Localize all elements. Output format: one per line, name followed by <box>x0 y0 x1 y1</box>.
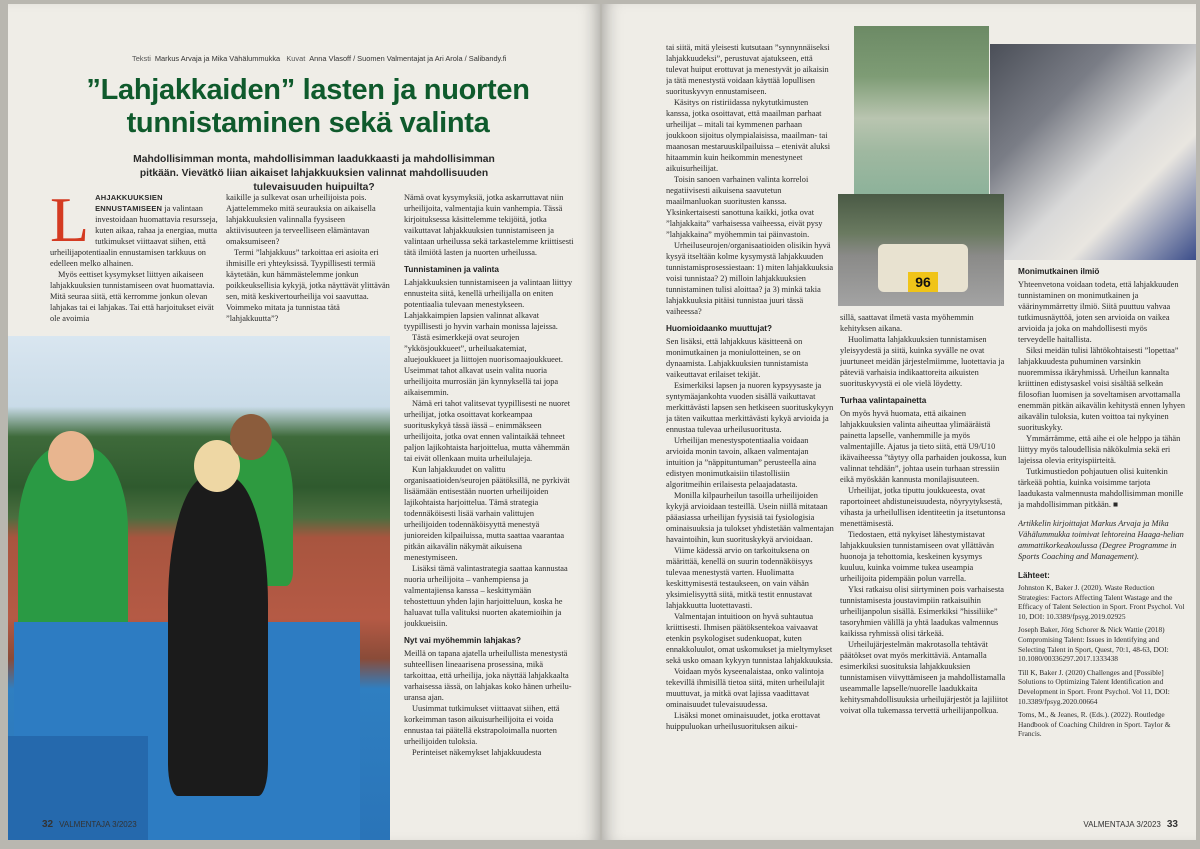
credits-text-authors: Markus Arvaja ja Mika Vähälummukka <box>154 54 281 63</box>
paragraph: Nämä ovat kysymyksiä, jotka askarruttavat niin urheilijoita, valmentajia kuin vanhempia. Tässä kirjoituksessa käsittelemme tekijöitä, jotka vaikuttavat lahjakkuuksien tunnistamiseen ja valintaan urheilussa sekä tarkastelemme kriittisesti tätä ilmiötä lasten ja nuorten urheilussa. <box>404 193 574 257</box>
paragraph: Sen lisäksi, että lahjakkuus käsitteenä on monimutkainen ja moniulotteinen, se on dynaamista. Lahjakkuuksien tunnistamista vaikeuttavat erilaiset tekijät. <box>666 337 809 379</box>
column-4 <box>666 42 834 818</box>
paragraph: Esimerkiksi lapsen ja nuoren kypsyysaste ja syntymäajankohta vuoden sisällä vaikuttavat merkittävästi lapsen sen hetkiseen suorituskykyyn ja täten vaikuttaa merkittävästi kykyä arvioida ja ennustaa tulevaa urheilusuoritusta. <box>666 381 834 434</box>
paragraph: Viime kädessä arvio on tarkoituksena on määrittää, kenellä on suurin todennäköisyys tulevaa menestystä varten. Huolimatta keskittymisestä testaukseen, on vain vähän yksimielisyyttä siitä, mitkä testit ennustavat lahjakkuutta luotettavasti. <box>666 546 813 610</box>
paragraph: Ymmärrämme, että aihe ei ole helppo ja tähän liittyy myös taloudellisia näkökulmia sekä eri lajeissa olevia erityispiirteitä. <box>1018 434 1181 465</box>
paragraph: Tiedostaen, että nykyiset lähestymistavat lahjakkuuksien tunnistamiseen ovat yllättävän huonoja ja tehottomia, keskeinen kysymys kuuluu, kuinka voimme tukea useampia urheilijoita pidempään polun varrella. <box>840 530 995 583</box>
paragraph: Monilla kilpaurheilun tasoilla urheilijoiden kykyjä arvioidaan testeillä. Usein niillä mitataan pääasiassa urheilijan fyysisiä tai fysiologisia ominaisuuksia ja tulokset yhdistetään valmentajan havaintoihin, kun suorituskykyä arvioidaan. <box>666 491 834 544</box>
kart-number: 96 <box>908 272 938 292</box>
credits <box>132 54 592 63</box>
paragraph: Myös eettiset kysymykset liittyen aikaiseen lahjakkuuksien tunnistamiseen ovat huomattavia. Mitä seuraa siitä, että kerromme jonkun olevan lahjakas tai ei lahjakas. Tai että harjoitukset eivät ole avoimia <box>50 270 215 323</box>
magazine-issue: VALMENTAJA 3/2023 <box>1083 820 1161 829</box>
paragraph: Meillä on tapana ajatella urheilullista menestystä suhteellisen lineaarisena prosessina, mikä tarkoittaa, että urheilija, joka näyttää lahjakkaalta varhaisessa iässä, on lahjakas koko hänen urheilu-uransa ajan. <box>404 649 572 702</box>
paragraph: kaikille ja sulkevat osan urheilijoista pois. Ajattelemmeko mitä seurauksia on aikaisella lahjakkuuksien valinnalla fyysiseen aktiivisuuteen ja terveelliseen elämäntavan omaksumiseen? <box>226 193 376 246</box>
end-mark: ■ <box>1113 500 1119 509</box>
photo-karting <box>838 194 1004 306</box>
subheading: Nyt vai myöhemmin lahjakas? <box>404 636 521 645</box>
subheading: Huomioidaanko muuttujat? <box>666 324 772 333</box>
reference-item: Toms, M., & Jeanes, R. (Eds.). (2022). Routledge Handbook of Coaching Children in Sport. Taylor & Francis. <box>1018 710 1171 739</box>
left-page <box>8 4 600 840</box>
photo-floorball-kids <box>854 26 989 194</box>
magazine-issue: VALMENTAJA 3/2023 <box>59 820 137 829</box>
paragraph: Tästä esimerkkejä ovat seurojen ”ykkösjoukkueet”, urheiluakatemiat, aluejoukkueet ja liittojen nuorisomaajoukkueet. Useimmat tahot alkavat usein valita nuoria urheilijoita murrosiän jän kynnyksellä tai jopa aikaisemmin. <box>404 333 563 397</box>
subheading: Turhaa valintapainetta <box>840 396 927 405</box>
subheading: Tunnistaminen ja valinta <box>404 265 499 274</box>
column-3 <box>404 192 574 818</box>
paragraph: Siksi meidän tulisi lähtökohtaisesti ”lopettaa” lahjakkuudesta puhuminen varsinkin nuoremmissa ikäryhmissä. Urheilun kannalta kriittinen edistysaskel voisi sisältää selkeän filosofian luomisen ja soveltamisen arvottamalla enemmän pitkän aikavälin kehitystä ennen lyhyen aikavälin tuloksia, kuten voittoa tai nykyinen suorituskyky. <box>1018 346 1186 432</box>
page-number: 33 <box>1166 819 1178 830</box>
right-page <box>602 4 1196 840</box>
opening-caps: AHJAKKUUKSIEN ENNUSTAMISEEN <box>95 193 163 213</box>
paragraph: Urheilujärjestelmän makrotasolla tehtävät päätökset ovat myös merkittäviä. Antamalla esimerkiksi suosituksia lahjakkuuksien tunnistamisen viivyttämiseen ja mahdollistamalla useammalle lapselle/nuorelle laadukkaita kehitysmahdollisuuksia urheilujärjestöt ja lajiliitot voivat olla tukemassa tervettä urheilijanpolkua. <box>840 640 1008 715</box>
child-figure <box>168 476 268 796</box>
subheading: Monimutkainen ilmiö <box>1018 267 1100 276</box>
paragraph: Voidaan myös kyseenalaistaa, onko valintoja tekevillä ihmisillä tietoa siitä, miten urheilulajit muuttuvat, ja mitkä ovat lajissa vaadittavat ominaisuudet tulevaisuudessa. <box>666 667 825 709</box>
references-title: Lähteet: <box>1018 571 1050 580</box>
paragraph: tai siitä, mitä yleisesti kutsutaan ”synnynnäiseksi lahjakkuudeksi”, perustuvat ajatukseen, että tulevat huiput erottuvat ja menestyvät jo aikaisin ja tätä menestystä voidaan käyttää lopullisen suorituskyvyn ennustamiseen. <box>666 43 830 96</box>
dropcap: L <box>50 192 90 255</box>
paragraph: Kun lahjakkuudet on valittu organisaatioiden/seurojen päätöksillä, ne pyrkivät lisäämään entisestään nuorten urheilijoiden lajikohtaista harjoittelua. Tämä strategia todennäköisesti lisää varhain valittujen urheilijoiden todennäköisyyttä menestyä junioreiden kilpailuissa, mutta saattaa vaarantaa pitkän aikavälin näkymät aikuisena menestymiseen. <box>404 465 570 562</box>
paragraph: Lahjakkuuksien tunnistamiseen ja valintaan liittyy ennusteita siitä, kenellä urheilijalla on eniten potentiaalia tulevaan menestykseen. Lahjakkaimpien lapsien valinnat alkavat tyypillisesti jo hyvin varhain monissa lajeissa. <box>404 278 573 331</box>
paragraph: Urheilijan menestyspotentiaalia voidaan arvioida monin tavoin, alkaen valmentajan intuition ja ”näppituntuman” perusteella aina edistyen monimutkaisiin tilastollisiin algoritmeihin erilaisesta pelaajadatasta. <box>666 436 817 489</box>
paragraph <box>1018 466 1186 510</box>
paragraph: Uusimmat tutkimukset viittaavat siihen, että korkeimman tason aikuisurheilijoita ei voida ennustaa tai päätellä ekstrapoloimalla nuorten urheilijoiden tuloksia. <box>404 704 560 746</box>
column-1 <box>50 192 218 334</box>
paragraph: Toisin sanoen varhainen valinta korreloi negatiivisesti aikuisena saavutetun maailmanluokan suoritusten kanssa. Yksinkertaisesti sanottuna kaikki, jotka ovat ”lahjakkaita” varhaisessa vaiheessa, eivät pysy ”lahjakkaina” myöhemmin tai päinvastoin. <box>666 175 823 239</box>
paragraph: Huolimatta lahjakkuuksien tunnistamisen yleisyydestä ja siitä, kuinka syvälle ne ovat juurtuneet meidän järjestelmiimme, luotettavia ja päteviä varhaisia indikaattoreita aikuisten suorituskyvystä ei ole vielä löydetty. <box>840 335 1005 388</box>
paragraph: Perinteiset näkemykset lahjakkuudesta <box>412 748 542 757</box>
paragraph: Käsitys on ristiriidassa nykytutkimusten kanssa, jotka osoittavat, että maailman parhaat urheilijat – mitali tai kymmenen parhaan joukkoon sijoitus olympialaisissa, maailman- tai maanosan mestaruuskilpailuissa – etenivät aluksi hitaammin kuin heikommin menestyneet aikuisurheilijat. <box>666 98 831 173</box>
paragraph: On myös hyvä huomata, että aikainen lahjakkuuksien valinta aiheuttaa ylimääräistä painetta lapselle, vanhemmille ja myös valmentajille. Ajatus ja tieto siitä, että U9/U10 ikävaiheessa ”täytyy olla parhaiden joukossa, kun valinnat tehdään”, johtaa usein turhaan stressiin eikä myöskään kannusta monilajisuuteen. <box>840 409 1007 484</box>
photo-children-athletics <box>8 336 390 840</box>
child-head <box>48 431 94 481</box>
paragraph: Lisäksi tämä valintastrategia saattaa kannustaa nuoria urheilijoita – vanhempiensa ja valmentajiensa kanssa – keskittymään tehostettuun yhden lajin harjoitteluun, koska he haluavat tulla valituksi nuorten akatemioihin ja joukkueisiin. <box>404 564 568 628</box>
reference-item: Joseph Baker, Jörg Schorer & Nick Wattie (2018) Compromising Talent: Issues in Identifying and Selecting Talent in Sport, Quest, 70:1, 48-63, DOI: 10.1080/00336297.2017.1333438 <box>1018 625 1169 664</box>
folio-left <box>42 819 137 830</box>
column-6 <box>1018 266 1186 818</box>
paragraph-text: ja valintaan investoidaan huomattavia resursseja, kuten aikaa, rahaa ja energiaa, mutta tutkimukset viittaavat siihen, että urheilijapotentiaalin ennustamisen tarkkuus on edelleen melko alhainen. <box>50 204 218 268</box>
photo-karate-kids <box>990 44 1196 260</box>
credits-text-label: Teksti <box>132 54 151 63</box>
column-5 <box>840 312 1008 818</box>
paragraph-text: Tutkimustiedon pohjautuen olisi kuitenkin tärkeää pohtia, kuinka voisimme tarjota laadukasta valmennusta mahdollisimman monille ja mahdollisimman pitkään. <box>1018 467 1184 509</box>
column-2 <box>226 192 392 334</box>
reference-item: Johnston K, Baker J. (2020). Waste Reduction Strategies: Factors Affecting Talent Wastage and the Efficacy of Talent Selection in Sport. Front Psychol. Vol 10, DOI: 10.3389/fpsyg.2019.02925 <box>1018 583 1185 621</box>
credits-photo-label: Kuvat <box>286 54 306 63</box>
reference-item: Till K, Baker J. (2020) Challenges and [Possible] Solutions to Optimizing Talent Identification and Development in Sport. Front Psychol. Vol 11, DOI: 10.3389/fpsyg.2020.00664 <box>1018 667 1170 706</box>
credits-photo-authors: Anna Vlasoff / Suomen Valmentajat ja Ari Arola / Salibandy.fi <box>309 54 507 63</box>
paragraph: sillä, saattavat ilmetä vasta myöhemmin kehityksen aikana. <box>840 313 974 333</box>
lead-paragraph: Mahdollisimman monta, mahdollisimman laadukkaasti ja mahdollisimman pitkään. Vievätkö liian aikaiset lahjakkuuksien valinnat mahdollisuuden tulevaisuuden huipuilta? <box>133 154 495 193</box>
page-number: 32 <box>42 819 54 830</box>
paragraph: Yksi ratkaisu olisi siirtyminen pois varhaisesta tunnistamisesta joustavimpiin ratkaisuihin urheilijanpolun sisällä. Esimerkiksi ”hissiliike” tasoryhmien välillä ja yhtä laadukas valmennus kaikissa ryhmissä olisi tärkeää. <box>840 585 1004 638</box>
author-bio: Artikkelin kirjoittajat Markus Arvaja ja Mika Vähälummukka toimivat lehtoreina Haaga-helian ammattikorkeakoulussa (Degree Programme in Sports Coaching and Management). <box>1018 519 1184 561</box>
paragraph: Yhteenvetona voidaan todeta, että lahjakkuuden tunnistaminen on monimutkainen ja väärinymmärretty ilmiö. Siitä puuttuu vahvaa tutkimusnäyttöä, joten sen arvioida on vaikea arvioida ja joka on mahdollisesti myös terveydelle haitallista. <box>1018 280 1179 344</box>
paragraph: Termi ”lahjakkuus” tarkoittaa eri asioita eri ihmisille eri yhteyksissä. Tyypillisesti termiä käytetään, kun hämmästelemme jonkun poikkeuksellisia kykyjä, jotka näyttävät ylittävän sen, mitä keskivertourheilija voi saavuttaa. Voimmeko mitata ja tunnistaa tätä ”lahjakkuutta”? <box>226 248 390 323</box>
folio-right <box>1083 819 1184 830</box>
paragraph: Urheilijat, jotka tiputtu joukkueesta, ovat raportoineet ahdistuneisuudesta, nöyryytyksestä, vihasta ja urheilullisen identiteetin ja itsetuntonsa menettämisestä. <box>840 486 1006 528</box>
child-head <box>230 414 272 460</box>
paragraph: Nämä eri tahot valitsevat tyypillisesti ne nuoret urheilijat, jotka osoittavat korkeampaa suorituskykyä tässä iässä – enimmäkseen urheilijoita, jotka ovat ennen valintaikää tehneet paljon lajikohtaista harjoittelua, mutta vähemmän tai eivät ollenkaan muita urheilulajeja. <box>404 399 571 463</box>
paragraph: Urheiluseurojen/organisaatioiden olisikin hyvä kysyä itseltään kolme kysymystä lahjakkuuden tunnistamisprosessiestaan: 1) miten lahjakkuuksia voisi tunnistaa? 2) milloin lahjakkuuksien tunnistaminen tulisi aloittaa? ja 3) minkä takia lahjakkuuksia pitäisi tunnistaa juuri tässä vaiheessa? <box>666 241 834 316</box>
paragraph: Lisäksi monet ominaisuudet, jotka erottavat huippuluokan urheilusuorituksen aikui- <box>666 711 821 731</box>
paragraph: Valmentajan intuitioon on hyvä suhtautua kriittisesti. Ihmisen päätöksentekoa vaivaavat etenkin psykologiset sudenkuopat, kuten ennakkoluulot, omat uskomukset ja mieltymykset sekä usko omaan kykyyn tunnistaa lahjakkuuksia. <box>666 612 833 665</box>
headline: ”Lahjakkaiden” lasten ja nuorten tunnistaminen sekä valinta <box>86 74 530 139</box>
